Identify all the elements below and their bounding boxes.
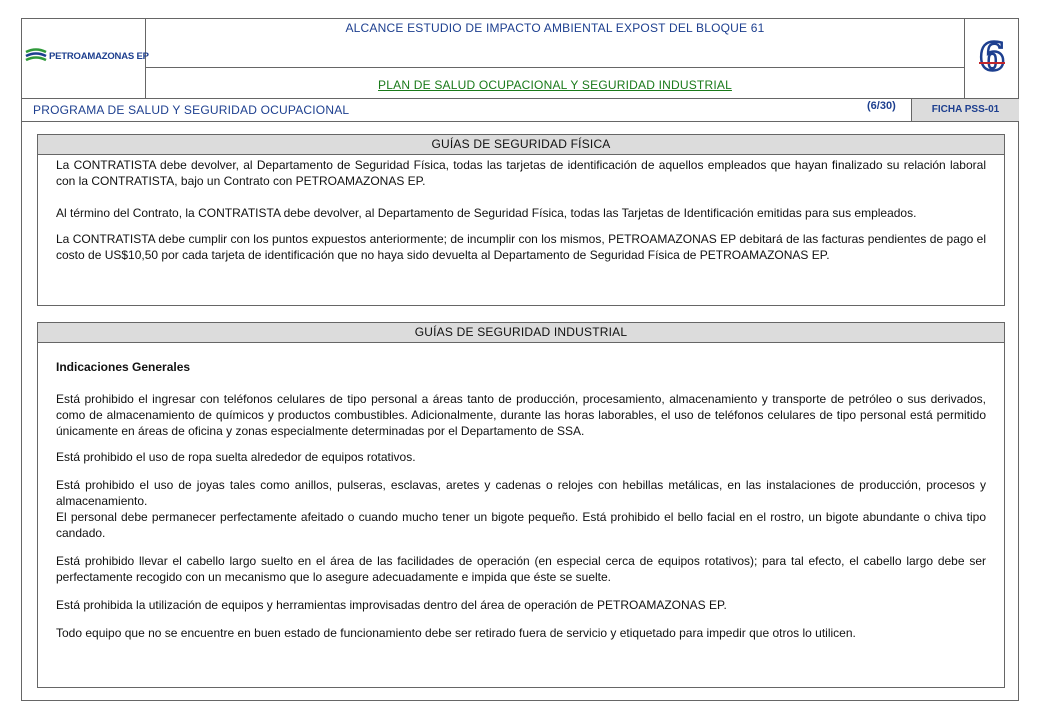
section-heading: GUÍAS DE SEGURIDAD INDUSTRIAL — [38, 323, 1004, 343]
page-number: (6/30) — [867, 100, 896, 112]
section-industrial-security — [37, 322, 1005, 688]
document-title-cell — [146, 18, 964, 68]
ficha-code: FICHA PSS-01 — [911, 99, 1019, 121]
company-logo-icon — [25, 48, 47, 64]
section-body — [38, 359, 1004, 641]
paragraph: El personal debe permanecer perfectamente afeitado o cuando mucho tener un bigote pequeño. Está prohibido el bello facial en el rostro, un bigote abundante o chiva tipo candado. — [56, 510, 986, 540]
section-body — [38, 157, 1004, 263]
side-mark-cell — [964, 18, 1019, 98]
program-title: PROGRAMA DE SALUD Y SEGURIDAD OCUPACIONAL — [33, 103, 350, 117]
paragraph: Está prohibido el uso de ropa suelta alrededor de equipos rotativos. — [56, 450, 416, 464]
section-physical-security — [37, 134, 1005, 306]
paragraph: Está prohibido llevar el cabello largo suelto en el área de las facilidades de operación (en especial cerca de equipos rotativos); para tal efecto, el cabello largo debe ser perfectamente recogido con un mecanismo que lo asegure adecuadamente e impida que éste se suelte. — [56, 554, 986, 584]
paragraph: La CONTRATISTA debe cumplir con los puntos expuestos anteriormente; de incumplir con los mismos, PETROAMAZONAS EP debitará de las facturas pendientes de pago el costo de US$10,50 por cada tarjeta de identificación que no haya sido devuelta al Departamento de Seguridad Física de PETROAMAZONAS EP. — [56, 232, 986, 262]
company-logo — [25, 48, 149, 64]
paragraph: Al término del Contrato, la CONTRATISTA debe devolver, al Departamento de Seguridad Física, todas las Tarjetas de Identificación emitidas para sus empleados. — [56, 206, 917, 220]
paragraph: Está prohibida la utilización de equipos y herramientas improvisadas dentro del área de operación de PETROAMAZONAS EP. — [56, 598, 727, 612]
section-heading: GUÍAS DE SEGURIDAD FÍSICA — [38, 135, 1004, 155]
logo-cell — [21, 18, 149, 98]
paragraph: Está prohibido el uso de joyas tales como anillos, pulseras, esclavas, aretes y cadenas o relojes con hebillas metálicas, en las instalaciones de producción, procesos y almacenamiento. — [56, 478, 986, 508]
side-mark-text: 6 — [978, 34, 1006, 79]
paragraph: Está prohibido el ingresar con teléfonos celulares de tipo personal a áreas tanto de producción, procesamiento, almacenamiento y transporte de petróleo o sus derivados, como de almacenamiento de químicos y productos combustibles. Adicionalmente, durante las horas laborables, el uso de teléfonos celulares de tipo personal está permitido únicamente en áreas de oficina y zonas especialmente determinadas por el Departamento de SSA. — [56, 392, 986, 438]
program-row — [21, 98, 1019, 122]
paragraph: Todo equipo que no se encuentre en buen estado de funcionamiento debe ser retirado fuera de servicio y etiquetado para impedir que otros lo utilicen. — [56, 626, 856, 640]
document-header — [21, 18, 1019, 122]
document-subtitle-cell — [146, 68, 964, 98]
document-title: ALCANCE ESTUDIO DE IMPACTO AMBIENTAL EXPOST DEL BLOQUE 61 — [345, 21, 765, 35]
paragraph: La CONTRATISTA debe devolver, al Departamento de Seguridad Física, todas las tarjetas de identificación de aquellos empleados que hayan finalizado su relación laboral con la CONTRATISTA, bajo un Contrato con PETROAMAZONAS EP. — [56, 158, 986, 188]
document-subtitle: PLAN DE SALUD OCUPACIONAL Y SEGURIDAD INDUSTRIAL — [378, 78, 732, 92]
subheading: Indicaciones Generales — [56, 360, 191, 374]
logo-text: PETROAMAZONAS EP — [49, 50, 149, 62]
side-mark-icon — [965, 18, 1020, 98]
